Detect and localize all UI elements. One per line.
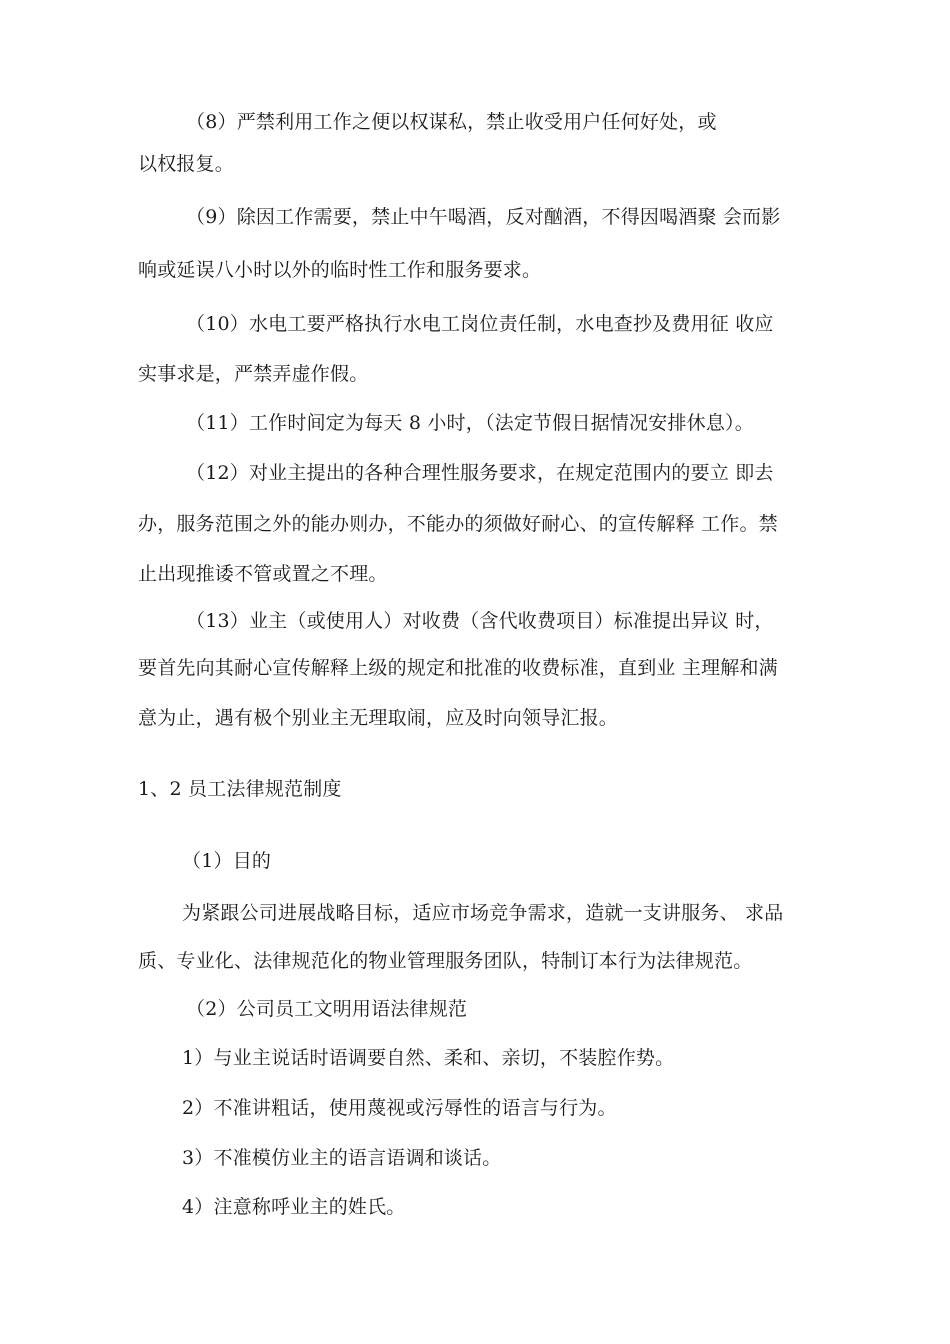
item-11-line-1: （11）工作时间定为每天 8 小时，（法定节假日据情况安排休息）。 xyxy=(186,412,754,434)
item-13-line-1: （13）业主（或使用人）对收费（含代收费项目）标准提出异议 时， xyxy=(186,610,774,632)
subsection-heading: （2）公司员工文明用语法律规范 xyxy=(186,998,468,1020)
rule-item: 4）注意称呼业主的姓氏。 xyxy=(182,1196,406,1218)
item-9-line-2: 响或延误八小时以外的临时性工作和服务要求。 xyxy=(138,259,542,281)
item-13-line-3: 意为止，遇有极个别业主无理取闹，应及时向领导汇报。 xyxy=(138,707,619,729)
section-heading: 1、2 员工法律规范制度 xyxy=(138,778,342,800)
item-13-line-2: 要首先向其耐心宣传解释上级的规定和批准的收费标准，直到业 主理解和满 xyxy=(138,657,778,679)
item-8-line-1: （8）严禁利用工作之便以权谋私，禁止收受用户任何好处，或 xyxy=(186,111,717,133)
rule-item: 1）与业主说话时语调要自然、柔和、亲切，不装腔作势。 xyxy=(182,1047,675,1069)
item-12-line-2: 办，服务范围之外的能办则办，不能办的须做好耐心、的宣传解释 工作。禁 xyxy=(138,513,778,535)
item-12-line-3: 止出现推诿不管或置之不理。 xyxy=(138,563,388,585)
item-8-line-2: 以权报复。 xyxy=(138,153,235,175)
item-9-line-1: （9）除因工作需要，禁止中午喝酒，反对酗酒，不得因喝酒聚 会而影 xyxy=(186,206,781,228)
item-10-line-2: 实事求是，严禁弄虚作假。 xyxy=(138,363,369,385)
item-10-line-1: （10）水电工要严格执行水电工岗位责任制，水电查抄及费用征 收应 xyxy=(186,313,774,335)
item-12-line-1: （12）对业主提出的各种合理性服务要求，在规定范围内的要立 即去 xyxy=(186,462,774,484)
rule-item: 2）不准讲粗话，使用蔑视或污辱性的语言与行为。 xyxy=(182,1097,617,1119)
purpose-text-line-1: 为紧跟公司进展战略目标，适应市场竞争需求，造就一支讲服务、 求品 xyxy=(182,902,784,924)
purpose-heading: （1）目的 xyxy=(182,850,272,872)
rule-item: 3）不准模仿业主的语言语调和谈话。 xyxy=(182,1147,502,1169)
purpose-text-line-2: 质、专业化、法律规范化的物业管理服务团队，特制订本行为法律规范。 xyxy=(138,950,753,972)
